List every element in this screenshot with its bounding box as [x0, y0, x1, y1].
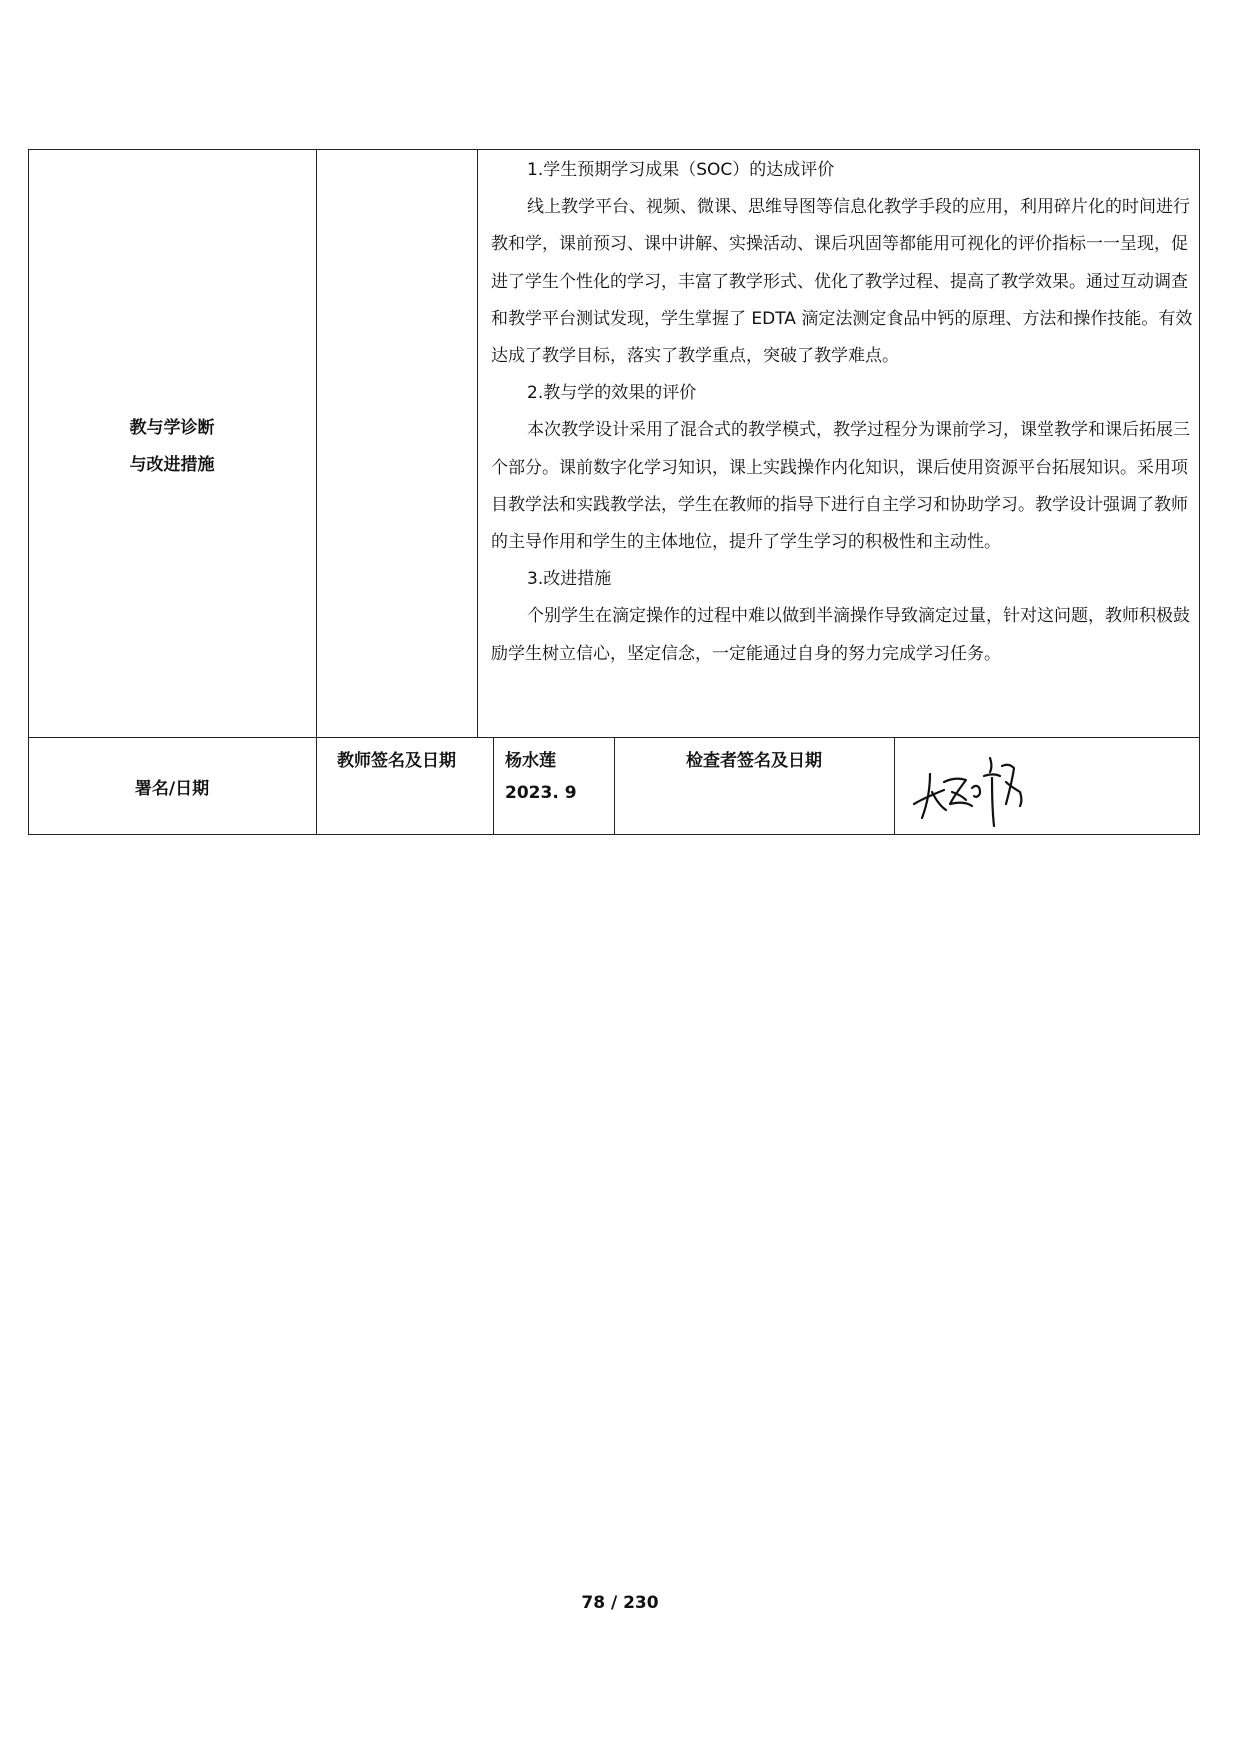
paragraph-improvement: 个别学生在滴定操作的过程中难以做到半滴操作导致滴定过量，针对这问题，教师积极鼓励学生树立信心，坚定信念，一定能通过自身的努力完成学习任务。: [491, 606, 1190, 664]
signature-date-label: 署名/日期: [134, 779, 210, 799]
heading-soc: 1.学生预期学习成果（SOC）的达成评价: [527, 160, 835, 180]
table-left-border: [28, 149, 29, 835]
diagnosis-label-line1: 教与学诊断: [129, 418, 215, 438]
teacher-name: 杨水莲: [505, 751, 556, 771]
page-number: 78 / 230: [581, 1593, 659, 1613]
paragraph-soc: 线上教学平台、视频、微课、思维导图等信息化教学手段的应用，利用碎片化的时间进行教和学，课前预习、课中讲解、实操活动、课后巩固等都能用可视化的评价指标一一呈现，促进了学生个性化的学习，丰富了教学形式、优化了教学过程、提高了教学效果。通过互动调查和教学平台测试发现，学生掌握了 EDTA 滴定法测定食品中钙的原理、方法和操作技能。有效达成了教学目标，落实了教学重点，突破了教学难点。: [491, 197, 1193, 367]
column-divider-1: [316, 149, 317, 835]
column-divider-2: [477, 149, 478, 737]
checker-signature-label: 检查者签名及日期: [686, 751, 822, 771]
diagnosis-content: [491, 152, 1199, 673]
heading-effect: 2.教与学的效果的评价: [527, 383, 697, 404]
teacher-signature-label: 教师签名及日期: [337, 751, 456, 771]
heading-improvement: 3.改进措施: [527, 569, 612, 590]
column-divider-name: [493, 737, 494, 835]
diagnosis-label: [28, 410, 316, 484]
column-divider-checker: [894, 737, 895, 835]
table-top-border: [28, 149, 1200, 150]
teacher-date: 2023. 9: [505, 783, 577, 803]
paragraph-effect: 本次教学设计采用了混合式的教学模式，教学过程分为课前学习，课堂教学和课后拓展三个部分。课前数字化学习知识，课上实践操作内化知识，课后使用资源平台拓展知识。采用项目教学法和实践教学法，学生在教师的指导下进行自主学习和协助学习。教学设计强调了教师的主导作用和学生的主体地位，提升了学生学习的积极性和主动性。: [491, 420, 1190, 553]
diagnosis-label-line2: 与改进措施: [129, 455, 215, 475]
table-right-border: [1199, 149, 1200, 835]
checker-signature-image: [910, 752, 1030, 832]
